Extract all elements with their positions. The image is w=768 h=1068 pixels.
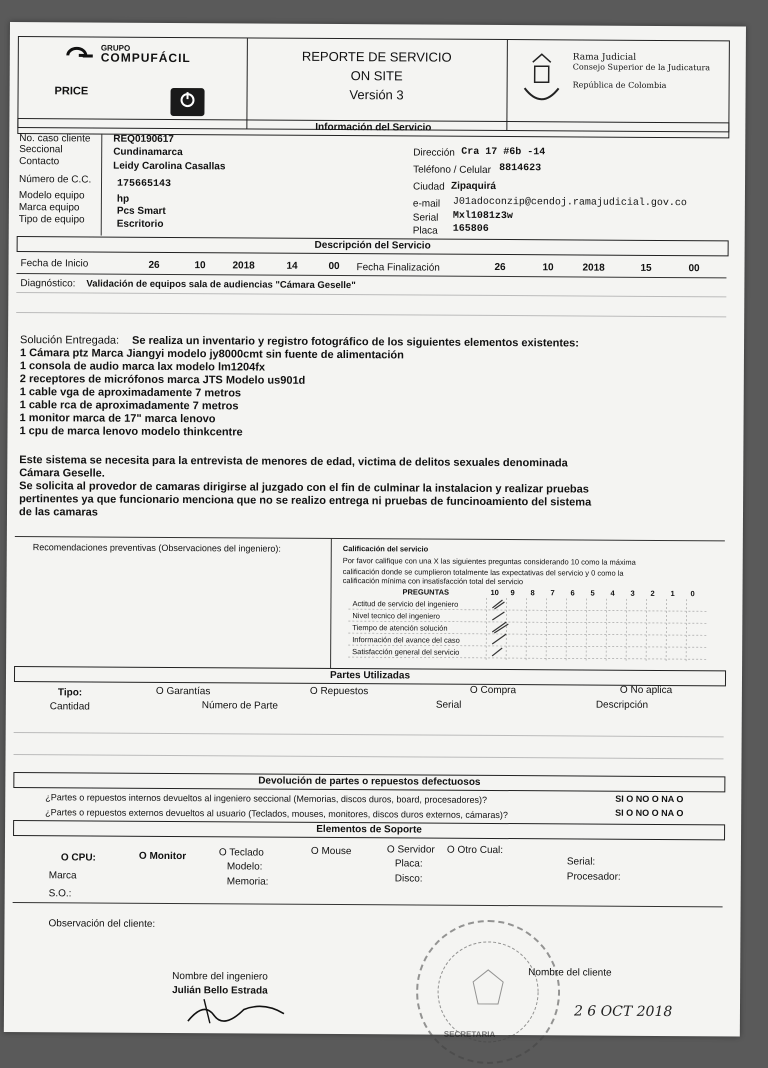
service-report-sheet	[4, 22, 746, 1036]
note-line: pertinentes ya que funcionario menciona que no se realizo entrega ni pruebas de funcinoamiento del sistema	[19, 493, 591, 508]
report-subtitle: ON SITE	[247, 67, 507, 84]
tipo-label: Tipo:	[58, 687, 82, 698]
cantidad-header: Cantidad	[50, 701, 90, 712]
soporte-cpu[interactable]: O CPU:	[61, 852, 96, 863]
engineer-signature	[184, 995, 294, 1026]
modelo-label: Modelo equipo	[19, 190, 85, 201]
fecha-inicio-label: Fecha de Inicio	[20, 258, 88, 269]
question-row: Nivel tecnico del ingeniero	[352, 611, 440, 621]
descripcion-header: Descripción	[596, 700, 648, 711]
soporte-servidor[interactable]: O Servidor	[387, 844, 435, 855]
section-soporte-title: Elementos de Soporte	[13, 820, 725, 840]
fin-ano: 2018	[582, 263, 604, 274]
devolucion-q1-answers[interactable]: SI O NO O NA O	[615, 794, 683, 804]
info-section	[10, 22, 746, 26]
scale-6: 6	[570, 588, 574, 597]
diagnostico-value: Validación de equipos sala de audiencias "Cámara Geselle"	[86, 278, 355, 291]
serial-header: Serial	[436, 700, 462, 711]
ingeniero-name: Julián Bello Estrada	[172, 985, 268, 997]
placa-value: 165806	[453, 224, 489, 235]
rating-grid	[342, 597, 712, 663]
fin-hora: 15	[640, 263, 651, 274]
case-label: No. caso cliente	[19, 133, 90, 144]
section-partes-title: Partes Utilizadas	[14, 666, 726, 686]
solucion-line: Se realiza un inventario y registro fotográfico de los siguientes elementos existentes:	[132, 335, 579, 350]
calificacion-title: Calificación del servicio	[343, 544, 725, 555]
telefono-label: Teléfono / Celular	[413, 164, 491, 175]
soporte-memoria: Memoria:	[227, 876, 269, 887]
placa-label: Placa	[413, 225, 438, 236]
note-line: Se solicita al provedor de camaras dirigirse al juzgado con el fin de culminar la instalacion y realizar pruebas	[19, 480, 589, 495]
ingeniero-label: Nombre del ingeniero	[172, 971, 268, 983]
solucion-label: Solución Entregada:	[20, 334, 119, 347]
inicio-ano: 2018	[232, 260, 254, 271]
solucion-line: 1 Cámara ptz Marca Jiangyi modelo jy8000cmt sin fuente de alimentación	[20, 347, 404, 361]
partes-section	[10, 22, 746, 26]
serial-label: Serial	[413, 212, 439, 223]
soporte-serial: Serial:	[567, 856, 595, 867]
report-version: Versión 3	[247, 86, 507, 103]
inicio-mes: 10	[194, 260, 205, 271]
numero-parte-header: Número de Parte	[202, 700, 278, 711]
power-logo-icon	[170, 88, 204, 116]
rama-judicial-cell	[506, 40, 729, 131]
ciudad-value: Zipaquirá	[451, 181, 496, 192]
solucion-line: 1 cpu de marca lenovo modelo thinkcentre	[19, 425, 242, 438]
soporte-marca: Marca	[49, 870, 77, 881]
scale-1: 1	[670, 589, 674, 598]
calificacion-intro: Por favor califique con una X las siguientes preguntas considerando 10 como la máxima	[343, 556, 725, 567]
solucion-line: 1 cable vga de aproximadamente 7 metros	[20, 386, 241, 399]
official-seal	[416, 920, 561, 1065]
devolucion-q1: ¿Partes o repuestos internos devueltos al ingeniero seccional (Memorias, discos duros, board, procesadores)?	[45, 792, 487, 805]
company-logo-cell	[18, 37, 248, 128]
coat-of-arms-icon	[516, 48, 566, 108]
contacto-value: Leidy Carolina Casallas	[113, 161, 225, 173]
fin-mes: 10	[542, 262, 553, 273]
note-line: Cámara Geselle.	[19, 467, 105, 480]
report-title-cell	[246, 38, 508, 130]
note-line: de las camaras	[19, 506, 98, 518]
option-no-aplica[interactable]: O No aplica	[620, 685, 672, 696]
soporte-so: S.O.:	[49, 888, 72, 899]
case-value: REQ0190617	[113, 134, 174, 145]
note-line: Este sistema se necesita para la entrevista de menores de edad, victima de delitos sexuales denominada	[19, 454, 567, 469]
soporte-modelo: Modelo:	[227, 861, 263, 872]
inicio-dia: 26	[148, 260, 159, 271]
email-value: J01adoconzip@cendoj.ramajudicial.gov.co	[453, 197, 687, 209]
report-title: REPORTE DE SERVICIO	[247, 48, 507, 65]
email-label: e-mail	[413, 198, 440, 209]
soporte-monitor[interactable]: O Monitor	[139, 851, 186, 862]
brand-top: GRUPO	[101, 44, 130, 53]
solucion-line: 1 monitor marca de 17" marca lenovo	[20, 412, 216, 425]
brand-name: COMPUFÁCIL	[101, 51, 191, 66]
stamp-date: 2 6 OCT 2018	[574, 1003, 672, 1020]
marca-label: Marca equipo	[19, 202, 80, 213]
option-compra[interactable]: O Compra	[470, 685, 516, 696]
soporte-section	[10, 22, 746, 26]
scale-4: 4	[610, 589, 614, 598]
inicio-hora: 14	[286, 261, 297, 272]
preguntas-label: PREGUNTAS	[402, 587, 449, 596]
scale-7: 7	[550, 588, 554, 597]
recomendaciones-label: Recomendaciones preventivas (Observaciones del ingeniero):	[33, 542, 281, 554]
marca-value: Pcs Smart	[117, 206, 166, 217]
inicio-min: 00	[328, 261, 339, 272]
section-devolucion-title: Devolución de partes o repuestos defectuosos	[13, 772, 725, 792]
modelo-value: hp	[117, 194, 129, 205]
scale-9: 9	[510, 588, 514, 597]
calificacion-block	[342, 544, 725, 667]
serial-value: Mxl1081z3w	[453, 211, 513, 222]
price-label: PRICE	[55, 85, 89, 97]
soporte-procesador: Procesador:	[567, 871, 621, 882]
gov-line1: Rama Judicial	[573, 52, 636, 62]
scale-0: 0	[690, 589, 694, 598]
ciudad-label: Ciudad	[413, 181, 445, 192]
question-row: Satisfacción general del servicio	[352, 647, 459, 657]
gov-line3: República de Colombia	[573, 80, 667, 90]
solucion-block	[10, 22, 746, 26]
fecha-fin-label: Fecha Finalización	[356, 262, 439, 274]
scale-3: 3	[630, 589, 634, 598]
scale-8: 8	[530, 588, 534, 597]
rating-table	[342, 587, 724, 667]
question-row: Tiempo de atención solución	[352, 623, 447, 633]
fecha-row	[10, 22, 746, 26]
calificacion-intro: calificación mínima con insatisfacción total del servicio	[343, 576, 725, 587]
cc-value: 175665143	[117, 179, 171, 190]
direccion-label: Dirección	[413, 147, 455, 158]
question-row: Actitud de servicio del ingeniero	[352, 599, 458, 609]
tipo-label: Tipo de equipo	[19, 214, 85, 225]
stamp-text: SECRETARIA	[444, 1030, 495, 1039]
devolucion-q2-answers[interactable]: SI O NO O NA O	[615, 808, 683, 818]
scale-2: 2	[650, 589, 654, 598]
section-info-title: Información del Servicio	[17, 118, 729, 138]
soporte-disco: Disco:	[395, 873, 423, 884]
soporte-mouse[interactable]: O Mouse	[311, 846, 352, 857]
calificacion-intro: calificación donde se cumplieron totalmente las expectativas del servicio y 0 como la	[343, 567, 725, 578]
soporte-teclado[interactable]: O Teclado	[219, 847, 264, 858]
cliente-label: Nombre del cliente	[528, 967, 611, 979]
devolucion-q2: ¿Partes o repuestos externos devueltos al usuario (Teclados, mouses, monitores, discos duros externos, cámaras)?	[45, 807, 508, 820]
section-descripcion-title: Descripción del Servicio	[17, 236, 729, 256]
gov-line2: Consejo Superior de la Judicatura	[573, 62, 710, 72]
solucion-line: 1 cable rca de aproximadamente 7 metros	[20, 399, 239, 412]
soporte-placa: Placa:	[395, 858, 423, 869]
tipo-value: Escritorio	[117, 219, 164, 230]
option-repuestos[interactable]: O Repuestos	[310, 686, 368, 697]
soporte-otro[interactable]: O Otro Cual:	[447, 845, 503, 856]
option-garantias[interactable]: O Garantías	[156, 686, 211, 697]
compufacil-logo-icon	[65, 45, 95, 65]
cc-label: Número de C.C.	[19, 174, 91, 185]
scale-10: 10	[490, 588, 498, 597]
solucion-line: 1 consola de audio marca lax modelo lm1204fx	[20, 360, 265, 373]
seccional-value: Cundinamarca	[113, 147, 183, 158]
scale-5: 5	[590, 589, 594, 598]
direccion-value: Cra 17 #6b -14	[461, 147, 545, 159]
solucion-line: 2 receptores de micrófonos marca JTS Modelo us901d	[20, 373, 306, 387]
telefono-value: 8814623	[499, 163, 541, 174]
diagnostico-label: Diagnóstico:	[20, 278, 75, 289]
question-row: Información del avance del caso	[352, 635, 460, 645]
fin-dia: 26	[494, 262, 505, 273]
fin-min: 00	[688, 263, 699, 274]
seccional-label: Seccional	[19, 144, 62, 155]
note-block	[10, 22, 746, 26]
observacion-cliente-label: Observación del cliente:	[48, 918, 155, 930]
contacto-label: Contacto	[19, 156, 59, 167]
